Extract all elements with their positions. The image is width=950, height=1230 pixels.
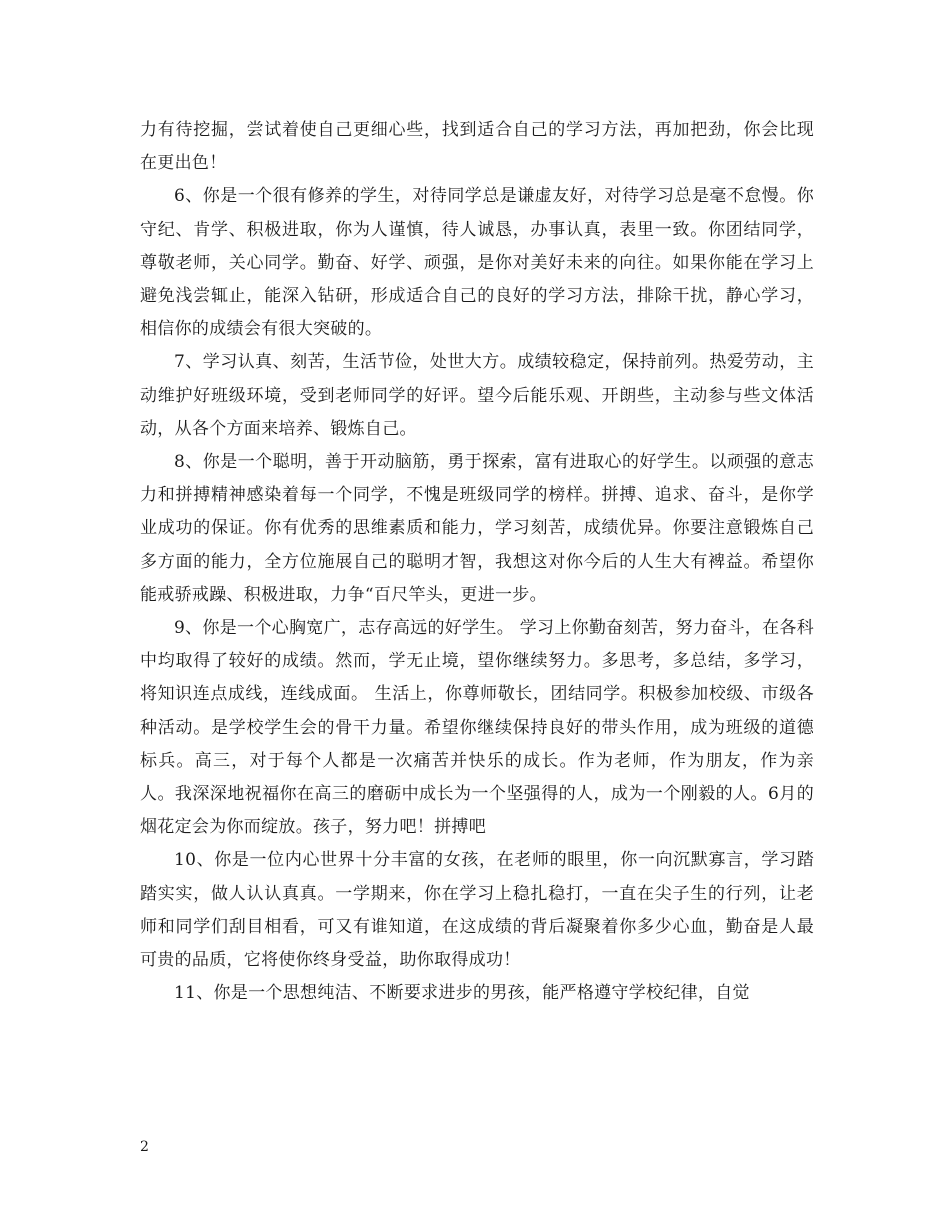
- paragraph-continued: 力有待挖掘，尝试着使自己更细心些，找到适合自己的学习方法，再加把劲，你会比现在更出色！: [140, 120, 814, 174]
- body-text: [140, 114, 814, 1010]
- paragraph-comment-8: 8、你是一个聪明，善于开动脑筋，勇于探索，富有进取心的好学生。以顽强的意志力和拼搏精神感染着每一个同学，不愧是班级同学的榜样。拼搏、追求、奋斗，是你学业成功的保证。你有优秀的思维素质和能力，学习刻苦，成绩优异。你要注意锻炼自己多方面的能力，全方位施展自己的聪明才智，我想这对你今后的人生大有裨益。希望你能戒骄戒躁、积极进取，力争“百尺竿头，更进一步。: [140, 452, 814, 605]
- paragraph-comment-10: 10、你是一位内心世界十分丰富的女孩，在老师的眼里，你一向沉默寡言，学习踏踏实实，做人认认真真。一学期来，你在学习上稳扎稳打，一直在尖子生的行列，让老师和同学们刮目相看，可又有谁知道，在这成绩的背后凝聚着你多少心血，勤奋是人最可贵的品质，它将使你终身受益，助你取得成功！: [140, 850, 814, 971]
- page-number: 2: [140, 1139, 149, 1155]
- paragraph-comment-9: 9、你是一个心胸宽广，志存高远的好学生。 学习上你勤奋刻苦，努力奋斗，在各科中均取得了较好的成绩。然而，学无止境，望你继续努力。多思考，多总结，多学习，将知识连点成线，连线成面。 生活上，你尊师敬长，团结同学。积极参加校级、市级各种活动。是学校学生会的骨干力量。希望你继续保持良好的带头作用，成为班级的道德标兵。高三，对于每个人都是一次痛苦并快乐的成长。作为老师，作为朋友，作为亲人。我深深地祝福你在高三的磨砺中成长为一个坚强得的人，成为一个刚毅的人。6月的烟花定会为你而绽放。孩子，努力吧！拼搏吧: [140, 618, 814, 838]
- paragraph-comment-11: 11、你是一个思想纯洁、不断要求进步的男孩，能严格遵守学校纪律，自觉: [174, 983, 750, 1004]
- paragraph-comment-7: 7、学习认真、刻苦，生活节俭，处世大方。成绩较稳定，保持前列。热爱劳动，主动维护好班级环境，受到老师同学的好评。望今后能乐观、开朗些，主动参与些文体活动，从各个方面来培养、锻炼自己。: [140, 352, 814, 439]
- paragraph-comment-6: 6、你是一个很有修养的学生，对待同学总是谦虚友好，对待学习总是毫不怠慢。你守纪、肯学、积极进取，你为人谨慎，待人诚恳，办事认真，表里一致。你团结同学，尊敬老师，关心同学。勤奋、好学、顽强，是你对美好未来的向往。如果你能在学习上避免浅尝辄止，能深入钻研，形成适合自己的良好的学习方法，排除干扰，静心学习，相信你的成绩会有很大突破的。: [140, 186, 814, 340]
